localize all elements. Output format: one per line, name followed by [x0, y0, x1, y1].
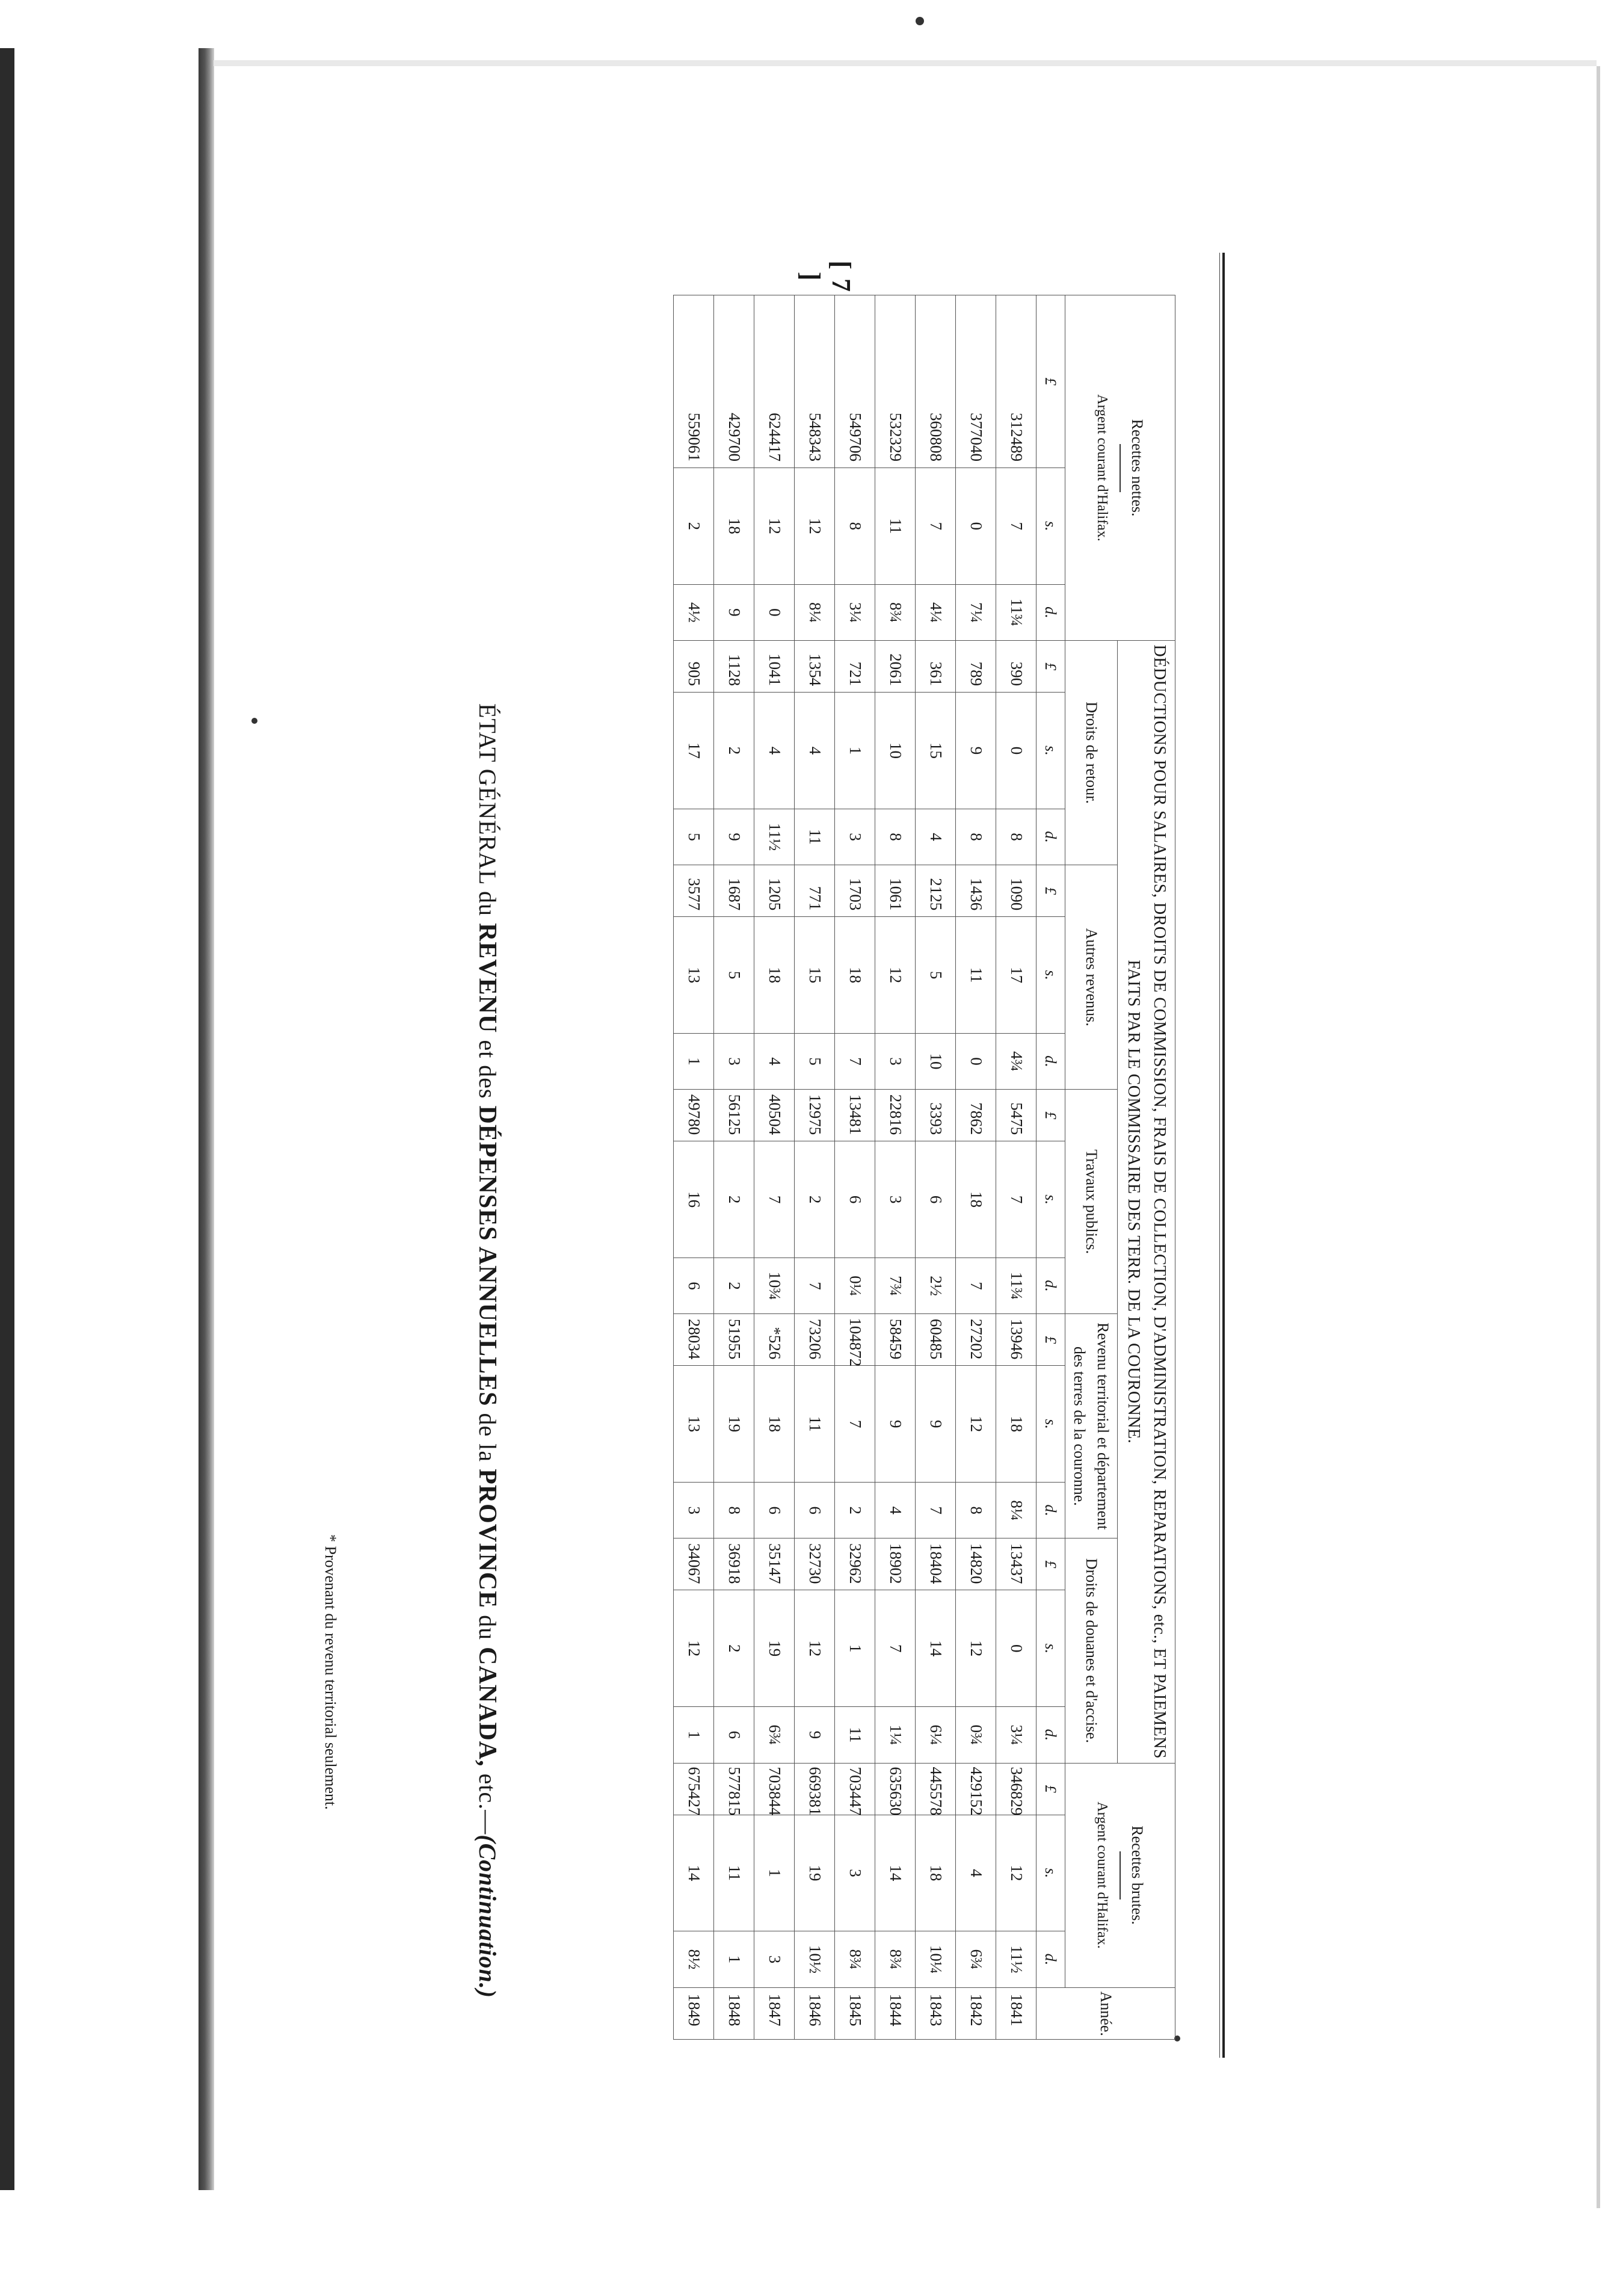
unit-territorial-s: s.	[1036, 1366, 1065, 1483]
brutes-shillings-cell: 3	[835, 1815, 875, 1931]
rotated-page-content	[183, 253, 1242, 2058]
deductions-header: DÉDUCTIONS POUR SALAIRES, DROITS DE COMMISSION, FRAIS DE COLLECTION, D'ADMINISTRATION, REPARATIONS, etc., ET PAIEMENS FAITS PAR LE COMMISSAIRE DES TERR. DE LA COURONNE.	[1118, 641, 1175, 1763]
territorial-pounds-cell: 104872	[835, 1314, 875, 1366]
brutes-pence-cell: 6¾	[956, 1931, 996, 1987]
year-cell: 1841	[996, 1987, 1036, 2039]
brutes-pounds-cell: 429152	[956, 1763, 996, 1815]
douanes-pence-cell: 11	[835, 1707, 875, 1763]
douanes-pence-cell: 9	[795, 1707, 835, 1763]
travaux-pounds-cell: 56125	[714, 1090, 754, 1141]
nettes-shillings-cell: 0	[956, 468, 996, 585]
autres-pence-cell: 10	[916, 1033, 956, 1089]
title-part: ÉTAT GÉNÉRAL du	[474, 703, 501, 916]
autres-pence-cell: 1	[674, 1033, 714, 1089]
title-part: du	[474, 1615, 501, 1641]
nettes-shillings-cell: 8	[835, 468, 875, 585]
nettes-pence-cell: 4¼	[916, 584, 956, 640]
autres-shillings-cell: 5	[916, 917, 956, 1034]
douanes-pounds-cell: 13437	[996, 1538, 1036, 1590]
autres-pounds-cell: 1436	[956, 865, 996, 917]
recettes-nettes-header	[1065, 295, 1175, 641]
title-part: etc.—	[474, 1773, 501, 1835]
travaux-shillings-cell: 6	[916, 1141, 956, 1258]
nettes-pence-cell: 0	[754, 584, 795, 640]
territorial-pounds-cell: *526	[754, 1314, 795, 1366]
unit-retour-s: s.	[1036, 693, 1065, 809]
nettes-pounds-cell: 532329	[875, 295, 916, 468]
travaux-shillings-cell: 7	[754, 1141, 795, 1258]
retour-shillings-cell: 9	[956, 693, 996, 809]
nettes-pence-cell: 11¾	[996, 584, 1036, 640]
nettes-pounds-cell: 549706	[835, 295, 875, 468]
territorial-pence-cell: 8	[956, 1483, 996, 1538]
autres-pence-cell: 3	[875, 1033, 916, 1089]
retour-shillings-cell: 2	[714, 693, 754, 809]
retour-pence-cell: 8	[875, 809, 916, 865]
douanes-pounds-cell: 32730	[795, 1538, 835, 1590]
retour-shillings-cell: 10	[875, 693, 916, 809]
brutes-shillings-cell: 19	[795, 1815, 835, 1931]
retour-pounds-cell: 390	[996, 641, 1036, 693]
brutes-pounds-cell: 635630	[875, 1763, 916, 1815]
unit-travaux-s: s.	[1036, 1141, 1065, 1258]
year-cell: 1849	[674, 1987, 714, 2039]
douanes-pence-cell: 6	[714, 1707, 754, 1763]
brutes-pence-cell: 1	[714, 1931, 754, 1987]
unit-territorial-pound: £	[1036, 1314, 1065, 1366]
autres-pounds-cell: 771	[795, 865, 835, 917]
retour-pounds-cell: 721	[835, 641, 875, 693]
autres-shillings-cell: 15	[795, 917, 835, 1034]
brutes-shillings-cell: 14	[674, 1815, 714, 1931]
territorial-shillings-cell: 12	[956, 1366, 996, 1483]
nettes-shillings-cell: 12	[795, 468, 835, 585]
territorial-pence-cell: 8¼	[996, 1483, 1036, 1538]
retour-pounds-cell: 905	[674, 641, 714, 693]
annee-header: Année.	[1036, 1987, 1175, 2039]
year-cell: 1848	[714, 1987, 754, 2039]
territorial-pounds-cell: 58459	[875, 1314, 916, 1366]
travaux-pence-cell: 6	[674, 1258, 714, 1314]
argent-courant-nettes-label: Argent courant d'Halifax.	[1094, 394, 1110, 542]
brutes-pence-cell: 8½	[674, 1931, 714, 1987]
unit-travaux-pound: £	[1036, 1090, 1065, 1141]
autres-shillings-cell: 12	[875, 917, 916, 1034]
territorial-shillings-cell: 9	[916, 1366, 956, 1483]
unit-nettes-s: s.	[1036, 468, 1065, 585]
retour-shillings-cell: 17	[674, 693, 714, 809]
travaux-shillings-cell: 18	[956, 1141, 996, 1258]
scan-speck	[916, 17, 924, 25]
travaux-pounds-cell: 3393	[916, 1090, 956, 1141]
douanes-pounds-cell: 35147	[754, 1538, 795, 1590]
droits-retour-header: Droits de retour.	[1065, 641, 1118, 865]
scan-left-edge	[0, 48, 14, 2190]
retour-shillings-cell: 0	[996, 693, 1036, 809]
title-part: et des	[474, 1040, 501, 1099]
douanes-pounds-cell: 34067	[674, 1538, 714, 1590]
brutes-pence-cell: 8¾	[875, 1931, 916, 1987]
unit-nettes-d: d.	[1036, 584, 1065, 640]
autres-pence-cell: 3	[714, 1033, 754, 1089]
nettes-pounds-cell: 377040	[956, 295, 996, 468]
nettes-pounds-cell: 360808	[916, 295, 956, 468]
brutes-shillings-cell: 1	[754, 1815, 795, 1931]
territorial-pounds-cell: 13946	[996, 1314, 1036, 1366]
revenue-table	[673, 295, 1175, 2040]
retour-shillings-cell: 1	[835, 693, 875, 809]
brutes-pounds-cell: 346829	[996, 1763, 1036, 1815]
recettes-brutes-label: Recettes brutes.	[1129, 1825, 1147, 1925]
douanes-shillings-cell: 14	[916, 1590, 956, 1707]
autres-pounds-cell: 2125	[916, 865, 956, 917]
travaux-pence-cell: 0¼	[835, 1258, 875, 1314]
retour-pence-cell: 5	[674, 809, 714, 865]
travaux-pence-cell: 7	[795, 1258, 835, 1314]
autres-pence-cell: 0	[956, 1033, 996, 1089]
brutes-shillings-cell: 4	[956, 1815, 996, 1931]
travaux-shillings-cell: 2	[714, 1141, 754, 1258]
scan-top-shadow	[214, 60, 1597, 66]
year-cell: 1844	[875, 1987, 916, 2039]
table-row	[996, 295, 1036, 2040]
autres-pounds-cell: 1061	[875, 865, 916, 917]
table-row	[875, 295, 916, 2040]
scan-right-edge	[1597, 66, 1600, 2208]
douanes-shillings-cell: 12	[956, 1590, 996, 1707]
year-cell: 1843	[916, 1987, 956, 2039]
brutes-shillings-cell: 11	[714, 1815, 754, 1931]
travaux-pounds-cell: 22816	[875, 1090, 916, 1141]
autres-pence-cell: 7	[835, 1033, 875, 1089]
unit-brutes-s: s.	[1036, 1815, 1065, 1931]
brutes-pounds-cell: 445578	[916, 1763, 956, 1815]
brutes-shillings-cell: 12	[996, 1815, 1036, 1931]
territorial-pence-cell: 3	[674, 1483, 714, 1538]
year-cell: 1847	[754, 1987, 795, 2039]
table-row	[835, 295, 875, 2040]
retour-shillings-cell: 4	[795, 693, 835, 809]
travaux-pence-cell: 7	[956, 1258, 996, 1314]
douanes-shillings-cell: 1	[835, 1590, 875, 1707]
travaux-pounds-cell: 13481	[835, 1090, 875, 1141]
brutes-pounds-cell: 703844	[754, 1763, 795, 1815]
territorial-pounds-cell: 60485	[916, 1314, 956, 1366]
brutes-pounds-cell: 675427	[674, 1763, 714, 1815]
nettes-shillings-cell: 7	[916, 468, 956, 585]
travaux-pence-cell: 2	[714, 1258, 754, 1314]
douanes-header: Droits de douanes et d'accise.	[1065, 1538, 1118, 1763]
argent-courant-brutes-label: Argent courant d'Halifax.	[1094, 1801, 1110, 1949]
unit-brutes-pound: £	[1036, 1763, 1065, 1815]
unit-douanes-pound: £	[1036, 1538, 1065, 1590]
autres-shillings-cell: 17	[996, 917, 1036, 1034]
retour-pounds-cell: 1041	[754, 641, 795, 693]
travaux-pounds-cell: 49780	[674, 1090, 714, 1141]
travaux-shillings-cell: 7	[996, 1141, 1036, 1258]
territorial-pence-cell: 2	[835, 1483, 875, 1538]
brutes-shillings-cell: 14	[875, 1815, 916, 1931]
unit-douanes-d: d.	[1036, 1707, 1065, 1763]
brutes-shillings-cell: 18	[916, 1815, 956, 1931]
autres-shillings-cell: 18	[754, 917, 795, 1034]
retour-pence-cell: 11½	[754, 809, 795, 865]
retour-pounds-cell: 361	[916, 641, 956, 693]
retour-pence-cell: 8	[996, 809, 1036, 865]
unit-nettes-pound: £	[1036, 295, 1065, 468]
table-title	[473, 644, 502, 2058]
autres-pence-cell: 4¾	[996, 1033, 1036, 1089]
top-rule	[1222, 253, 1225, 2058]
travaux-pence-cell: 2½	[916, 1258, 956, 1314]
header-row-1	[1118, 295, 1175, 2040]
douanes-pence-cell: 0¾	[956, 1707, 996, 1763]
territorial-pence-cell: 6	[795, 1483, 835, 1538]
douanes-pounds-cell: 32962	[835, 1538, 875, 1590]
nettes-pence-cell: 8¼	[795, 584, 835, 640]
territorial-shillings-cell: 18	[754, 1366, 795, 1483]
douanes-shillings-cell: 2	[714, 1590, 754, 1707]
douanes-pounds-cell: 14820	[956, 1538, 996, 1590]
territorial-shillings-cell: 11	[795, 1366, 835, 1483]
territorial-shillings-cell: 9	[875, 1366, 916, 1483]
nettes-shillings-cell: 2	[674, 468, 714, 585]
table-row	[795, 295, 835, 2040]
travaux-shillings-cell: 16	[674, 1141, 714, 1258]
brutes-pounds-cell: 703447	[835, 1763, 875, 1815]
title-part: REVENU	[473, 922, 501, 1034]
territorial-pence-cell: 4	[875, 1483, 916, 1538]
autres-pence-cell: 5	[795, 1033, 835, 1089]
nettes-pence-cell: 9	[714, 584, 754, 640]
title-part: DÉPENSES ANNUELLES	[473, 1105, 501, 1407]
title-part: CANADA,	[473, 1647, 501, 1767]
territorial-pounds-cell: 27202	[956, 1314, 996, 1366]
autres-pounds-cell: 1703	[835, 865, 875, 917]
travaux-pounds-cell: 5475	[996, 1090, 1036, 1141]
brutes-pence-cell: 3	[754, 1931, 795, 1987]
brutes-pence-cell: 10½	[795, 1931, 835, 1987]
year-cell: 1842	[956, 1987, 996, 2039]
autres-pounds-cell: 3577	[674, 865, 714, 917]
douanes-shillings-cell: 12	[674, 1590, 714, 1707]
nettes-pounds-cell: 548343	[795, 295, 835, 468]
travaux-pence-cell: 7¾	[875, 1258, 916, 1314]
title-part: de la	[474, 1413, 501, 1463]
territorial-pence-cell: 6	[754, 1483, 795, 1538]
douanes-shillings-cell: 19	[754, 1590, 795, 1707]
brutes-pounds-cell: 577815	[714, 1763, 754, 1815]
territorial-pence-cell: 8	[714, 1483, 754, 1538]
unit-territorial-d: d.	[1036, 1483, 1065, 1538]
douanes-pence-cell: 6¼	[916, 1707, 956, 1763]
table-row	[754, 295, 795, 2040]
territorial-shillings-cell: 7	[835, 1366, 875, 1483]
territorial-shillings-cell: 18	[996, 1366, 1036, 1483]
douanes-pounds-cell: 18902	[875, 1538, 916, 1590]
unit-retour-pound: £	[1036, 641, 1065, 693]
retour-pounds-cell: 1354	[795, 641, 835, 693]
retour-pence-cell: 9	[714, 809, 754, 865]
travaux-shillings-cell: 6	[835, 1141, 875, 1258]
brutes-pence-cell: 11½	[996, 1931, 1036, 1987]
autres-pounds-cell: 1687	[714, 865, 754, 917]
year-cell: 1845	[835, 1987, 875, 2039]
douanes-shillings-cell: 0	[996, 1590, 1036, 1707]
recettes-brutes-header	[1065, 1763, 1175, 1987]
unit-retour-d: d.	[1036, 809, 1065, 865]
retour-pence-cell: 4	[916, 809, 956, 865]
nettes-shillings-cell: 7	[996, 468, 1036, 585]
nettes-pounds-cell: 312489	[996, 295, 1036, 468]
nettes-shillings-cell: 11	[875, 468, 916, 585]
travaux-shillings-cell: 2	[795, 1141, 835, 1258]
unit-autres-s: s.	[1036, 917, 1065, 1034]
table-row	[916, 295, 956, 2040]
nettes-pence-cell: 4½	[674, 584, 714, 640]
nettes-shillings-cell: 18	[714, 468, 754, 585]
nettes-shillings-cell: 12	[754, 468, 795, 585]
autres-shillings-cell: 13	[674, 917, 714, 1034]
autres-pounds-cell: 1205	[754, 865, 795, 917]
unit-travaux-d: d.	[1036, 1258, 1065, 1314]
nettes-pence-cell: 7¼	[956, 584, 996, 640]
brutes-pounds-cell: 669381	[795, 1763, 835, 1815]
year-cell: 1846	[795, 1987, 835, 2039]
unit-douanes-s: s.	[1036, 1590, 1065, 1707]
autres-revenus-header: Autres revenus.	[1065, 865, 1118, 1090]
revenu-territorial-header: Revenu territorial et département des terres de la couronne.	[1065, 1314, 1118, 1538]
nettes-pounds-cell: 624417	[754, 295, 795, 468]
travaux-pence-cell: 10¾	[754, 1258, 795, 1314]
territorial-pounds-cell: 28034	[674, 1314, 714, 1366]
douanes-pence-cell: 1	[674, 1707, 714, 1763]
nettes-pounds-cell: 429700	[714, 295, 754, 468]
recettes-nettes-label: Recettes nettes.	[1129, 419, 1147, 517]
territorial-shillings-cell: 13	[674, 1366, 714, 1483]
brutes-pence-cell: 10¼	[916, 1931, 956, 1987]
brutes-pence-cell: 8¾	[835, 1931, 875, 1987]
retour-pence-cell: 8	[956, 809, 996, 865]
autres-shillings-cell: 18	[835, 917, 875, 1034]
table-row	[956, 295, 996, 2040]
unit-row	[1036, 295, 1065, 2040]
title-part: PROVINCE	[473, 1469, 501, 1609]
ledger-body	[674, 295, 1036, 2040]
retour-pounds-cell: 1128	[714, 641, 754, 693]
douanes-pounds-cell: 36918	[714, 1538, 754, 1590]
douanes-pounds-cell: 18404	[916, 1538, 956, 1590]
table-row	[674, 295, 714, 2040]
douanes-shillings-cell: 7	[875, 1590, 916, 1707]
douanes-pence-cell: 6¾	[754, 1707, 795, 1763]
travaux-pounds-cell: 7862	[956, 1090, 996, 1141]
territorial-pounds-cell: 73206	[795, 1314, 835, 1366]
territorial-shillings-cell: 19	[714, 1366, 754, 1483]
table-row	[714, 295, 754, 2040]
retour-shillings-cell: 4	[754, 693, 795, 809]
territorial-pence-cell: 7	[916, 1483, 956, 1538]
nettes-pounds-cell: 559061	[674, 295, 714, 468]
nettes-pence-cell: 8¾	[875, 584, 916, 640]
autres-shillings-cell: 11	[956, 917, 996, 1034]
travaux-publics-header: Travaux publics.	[1065, 1090, 1118, 1314]
retour-pence-cell: 11	[795, 809, 835, 865]
unit-autres-pound: £	[1036, 865, 1065, 917]
douanes-shillings-cell: 12	[795, 1590, 835, 1707]
travaux-pence-cell: 11¾	[996, 1258, 1036, 1314]
travaux-pounds-cell: 12975	[795, 1090, 835, 1141]
page-number: [ 7 ]	[796, 261, 856, 293]
unit-autres-d: d.	[1036, 1033, 1065, 1089]
autres-pence-cell: 4	[754, 1033, 795, 1089]
autres-pounds-cell: 1090	[996, 865, 1036, 917]
unit-brutes-d: d.	[1036, 1931, 1065, 1987]
retour-pounds-cell: 789	[956, 641, 996, 693]
travaux-shillings-cell: 3	[875, 1141, 916, 1258]
nettes-pence-cell: 3¼	[835, 584, 875, 640]
douanes-pence-cell: 3¼	[996, 1707, 1036, 1763]
top-rule-thin	[1219, 253, 1220, 2058]
douanes-pence-cell: 1¼	[875, 1707, 916, 1763]
retour-pounds-cell: 2061	[875, 641, 916, 693]
footnote: * Provenant du revenu territorial seulement.	[322, 1534, 339, 1810]
territorial-pounds-cell: 51955	[714, 1314, 754, 1366]
autres-shillings-cell: 5	[714, 917, 754, 1034]
retour-shillings-cell: 15	[916, 693, 956, 809]
travaux-pounds-cell: 40504	[754, 1090, 795, 1141]
title-continuation: (Continuation.)	[474, 1835, 501, 1999]
retour-pence-cell: 3	[835, 809, 875, 865]
